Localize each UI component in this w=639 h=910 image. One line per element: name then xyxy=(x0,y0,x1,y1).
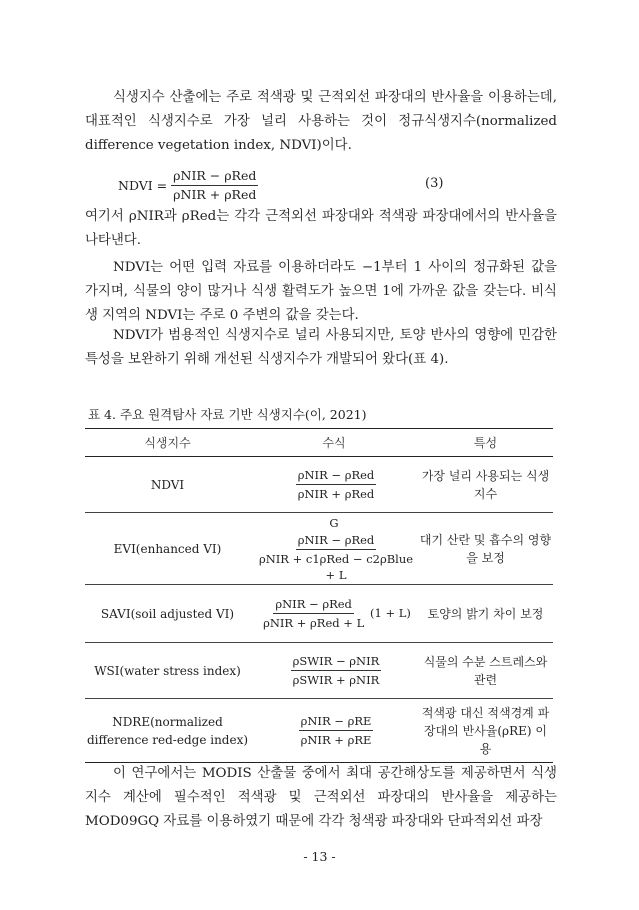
vegetation-index-table xyxy=(85,428,553,763)
table-row xyxy=(85,513,553,585)
index-name: SAVI(soil adjusted VI) xyxy=(85,585,250,643)
table-row xyxy=(85,457,553,513)
table-caption: 표 4. 주요 원격탐사 자료 기반 식생지수(이, 2021) xyxy=(88,407,367,422)
index-name: WSI(water stress index) xyxy=(85,643,250,699)
paragraph-5: 이 연구에서는 MODIS 산출물 중에서 최대 공간해상도를 제공하면서 식생지수 계산에 필수적인 적색광 및 근적외선 파장대의 반사율을 제공하는 MOD09GQ 자료를 이용하였기 때문에 각각 청색광 파장대와 단파적외선 파장 xyxy=(85,766,557,829)
table-row xyxy=(85,643,553,699)
page-number: - 13 - xyxy=(303,849,336,864)
header-feature: 특성 xyxy=(418,429,553,457)
formula-cell: G $\frac{\text{ρNIR − ρRed}}{\text{ρNIR + c1ρRed − c2ρBlue + L}}$ xyxy=(250,513,418,585)
index-name: NDVI xyxy=(85,457,250,513)
table-row xyxy=(85,585,553,643)
equation-numerator: ρNIR − ρRed xyxy=(171,168,258,186)
equation-number: (3) xyxy=(425,176,444,191)
feature-cell: 적색광 대신 적색경계 파장대의 반사율(ρRE) 이용 xyxy=(418,699,553,763)
equation-lhs: NDVI = xyxy=(118,178,168,193)
paragraph-3: NDVI는 어떤 입력 자료를 이용하더라도 −1부터 1 사이의 정규화된 값을 가지며, 식물의 양이 많거나 식생 활력도가 높으면 1에 가까운 값을 갖는다. 비식생 지역의 NDVI는 주로 0 주변의 값을 갖는다. xyxy=(85,260,557,323)
feature-cell: 가장 널리 사용되는 식생지수 xyxy=(418,457,553,513)
index-name: NDRE(normalized difference red-edge index) xyxy=(85,699,250,763)
formula-cell: $\frac{\text{ρSWIR − ρNIR}}{\text{ρSWIR + ρNIR}}$ xyxy=(250,643,418,699)
formula-cell: $\frac{\text{ρNIR − ρRE}}{\text{ρNIR + ρRE}}$ xyxy=(250,699,418,763)
table-header-row xyxy=(85,429,553,457)
equation-fraction xyxy=(171,168,258,203)
header-index: 식생지수 xyxy=(85,429,250,457)
table-row xyxy=(85,699,553,763)
paragraph-1: 식생지수 산출에는 주로 적색광 및 근적외선 파장대의 반사율을 이용하는데, 대표적인 식생지수로 가장 널리 사용하는 것이 정규식생지수(normalized difference vegetation index, NDVI)이다. xyxy=(85,90,557,153)
index-name: EVI(enhanced VI) xyxy=(85,513,250,585)
feature-cell: 대기 산란 및 흡수의 영향을 보정 xyxy=(418,513,553,585)
header-formula: 수식 xyxy=(250,429,418,457)
paragraph-4: NDVI가 범용적인 식생지수로 널리 사용되지만, 토양 반사의 영향에 민감한 특성을 보완하기 위해 개선된 식생지수가 개발되어 왔다(표 4). xyxy=(85,328,557,367)
paragraph-2: 여기서 ρNIR과 ρRed는 각각 근적외선 파장대와 적색광 파장대에서의 반사율을 나타낸다. xyxy=(85,209,557,248)
feature-cell: 식물의 수분 스트레스와 관련 xyxy=(418,643,553,699)
formula-cell: $\frac{\text{ρNIR − ρRed}}{\text{ρNIR + ρRed}}$ xyxy=(250,457,418,513)
equation-denominator: ρNIR + ρRed xyxy=(173,187,257,202)
feature-cell: 토양의 밝기 차이 보정 xyxy=(418,585,553,643)
formula-cell: $\frac{\text{ρNIR − ρRed}}{\text{ρNIR + ρRed + L}}$ (1 + L) xyxy=(250,585,418,643)
equation-ndvi xyxy=(118,168,258,203)
